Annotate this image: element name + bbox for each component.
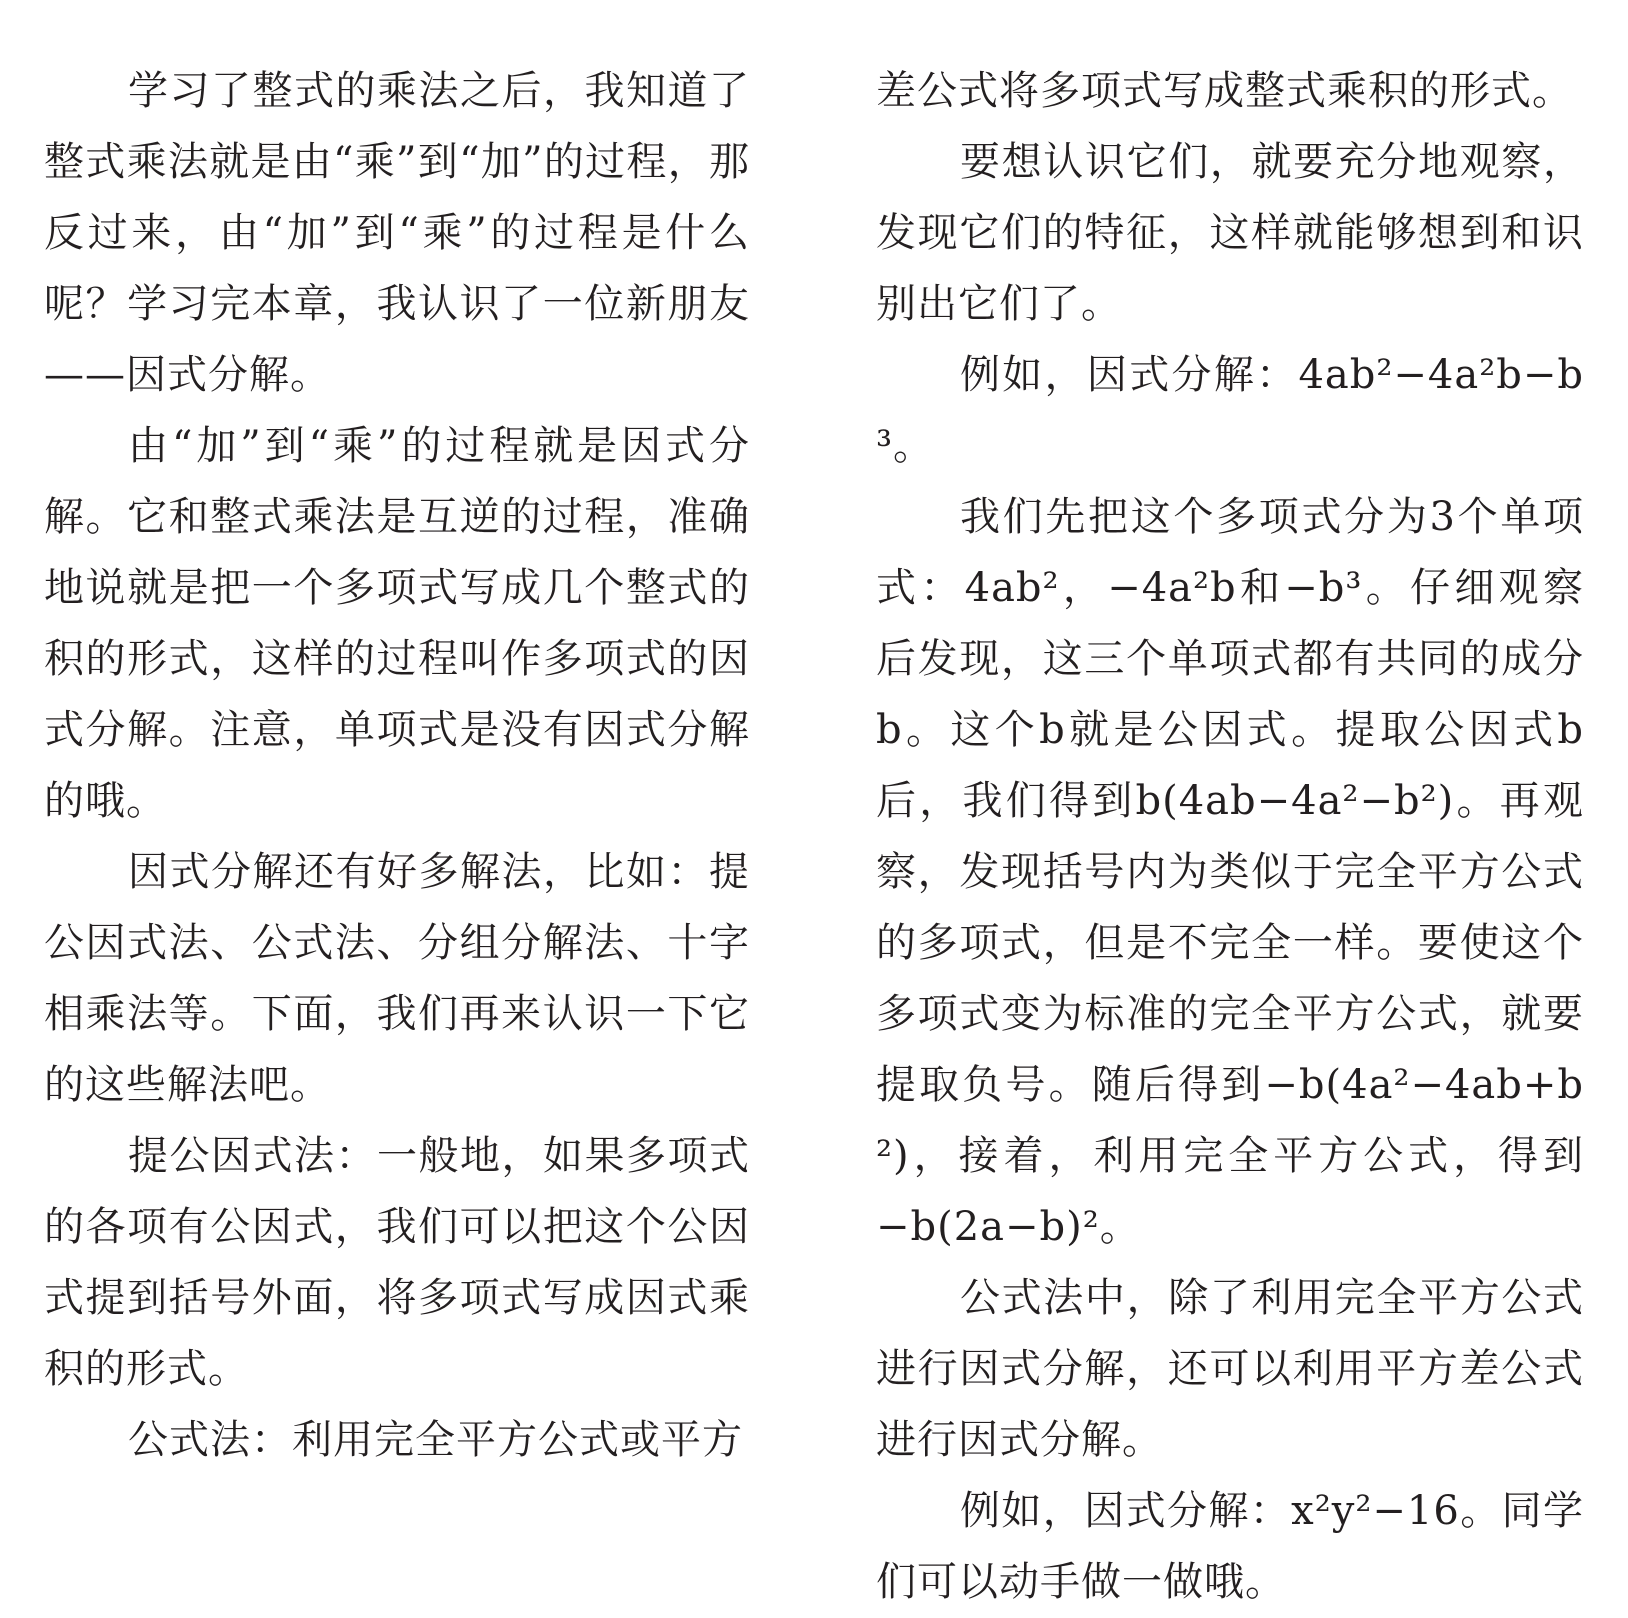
paragraph-definition: 由“加”到“乘”的过程就是因式分解。它和整式乘法是互逆的过程，准确地说就是把一个多项式写成几个整式的积的形式，这样的过程叫作多项式的因式分解。注意，单项式是没有因式分解的哦。 [44, 423, 750, 824]
paragraph-example-1-solution: 我们先把这个多项式分为3个单项式：4ab²，−4a²b和−b³。仔细观察后发现，这三个单项式都有共同的成分b。这个b就是公因式。提取公因式b后，我们得到b(4ab−4a²−b²)。再观察，发现括号内为类似于完全平方公式的多项式，但是不完全一样。要使这个多项式变为标准的完全平方公式，就要提取负号。随后得到−b(4a²−4ab+b²)，接着，利用完全平方公式，得到−b(2a−b)²。 [876, 494, 1584, 1250]
paragraph-common-factor: 提公因式法：一般地，如果多项式的各项有公因式，我们可以把这个公因式提到括号外面，将多项式写成因式乘积的形式。 [44, 1133, 750, 1392]
paragraph-observe: 要想认识它们，就要充分地观察，发现它们的特征，这样就能够想到和识别出它们了。 [876, 139, 1584, 327]
paragraph-difference-of-squares: 公式法中，除了利用完全平方公式进行因式分解，还可以利用平方差公式进行因式分解。 [876, 1275, 1584, 1463]
paragraph-formula-method-start: 公式法：利用完全平方公式或平方 [128, 1417, 743, 1463]
paragraph-methods: 因式分解还有好多解法，比如：提公因式法、公式法、分组分解法、十字相乘法等。下面，我们再来认识一下它的这些解法吧。 [44, 849, 750, 1108]
paragraph-example-1: 例如，因式分解：4ab²−4a²b−b³。 [876, 352, 1584, 469]
right-column [876, 56, 1584, 1618]
paragraph-intro: 学习了整式的乘法之后，我知道了整式乘法就是由“乘”到“加”的过程，那反过来，由“加”到“乘”的过程是什么呢？学习完本章，我认识了一位新朋友——因式分解。 [44, 68, 750, 398]
paragraph-formula-method-end: 差公式将多项式写成整式乘积的形式。 [876, 68, 1573, 114]
paragraph-example-2: 例如，因式分解：x²y²−16。同学们可以动手做一做哦。 [876, 1488, 1584, 1605]
left-column [44, 56, 750, 1476]
